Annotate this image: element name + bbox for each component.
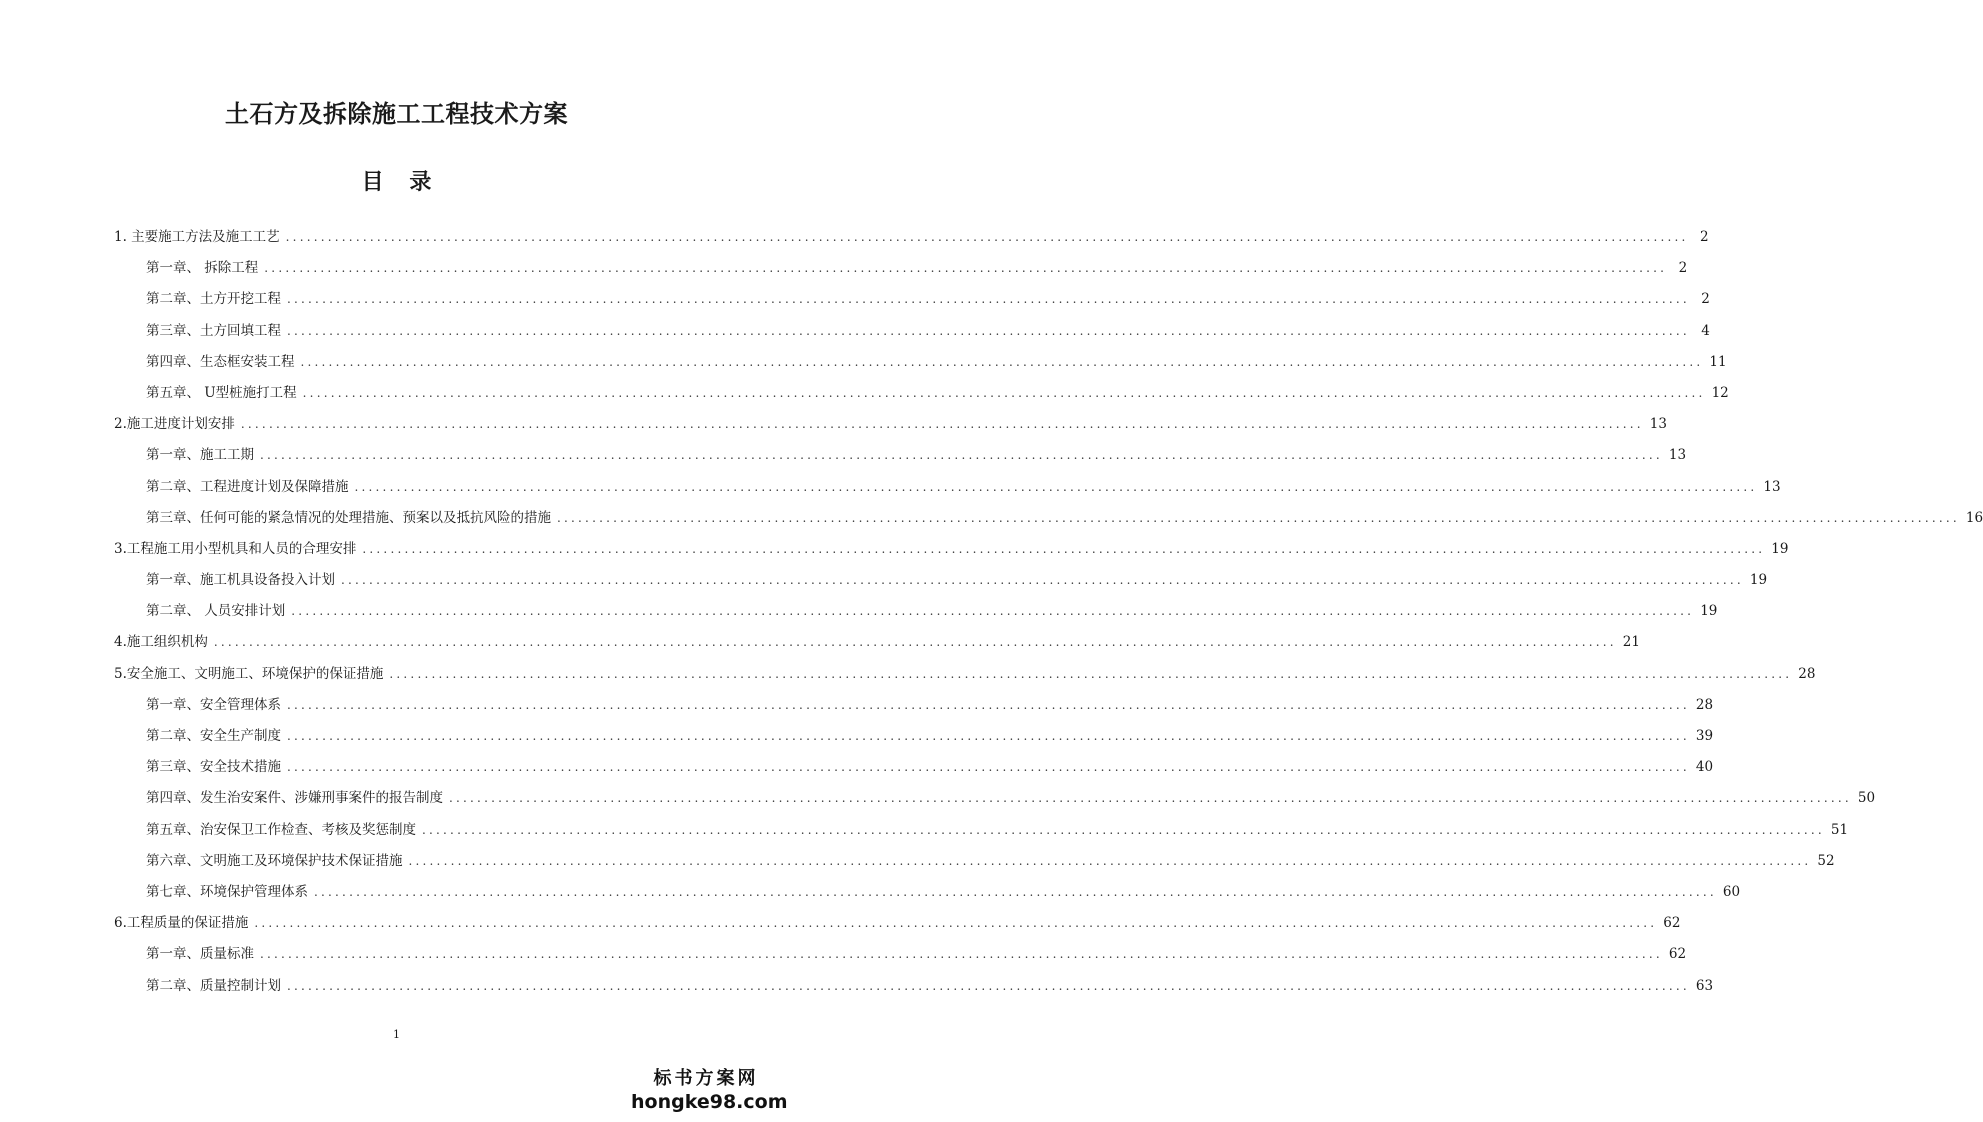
toc-entry[interactable] bbox=[114, 472, 1781, 503]
toc-dot-leader: ........................................................................................................................................................................................................ bbox=[240, 417, 1644, 432]
toc-heading: 目 录 bbox=[361, 169, 432, 195]
toc-dot-leader: ........................................................................................................................................................................................................ bbox=[302, 385, 1706, 400]
watermark-url: hongke98.com bbox=[631, 1091, 788, 1113]
toc-entry-page: 2 bbox=[1701, 291, 1710, 308]
toc-entry[interactable] bbox=[114, 534, 1789, 565]
toc-entry-label: 第一章、 拆除工程 bbox=[146, 260, 259, 277]
toc-dot-leader: ........................................................................................................................................................................................................ bbox=[354, 479, 1758, 494]
toc-entry-page: 4 bbox=[1701, 322, 1710, 339]
toc-entry-page: 13 bbox=[1668, 447, 1687, 464]
toc-entry-label: 第二章、安全生产制度 bbox=[146, 728, 281, 744]
toc-entry-label: 第三章、土方回填工程 bbox=[146, 322, 281, 339]
toc-entry-page: 16 bbox=[1965, 509, 1983, 526]
toc-dot-leader: ........................................................................................................................................................................................................ bbox=[341, 573, 1744, 588]
toc-entry[interactable] bbox=[114, 659, 1816, 690]
toc-entry-page: 62 bbox=[1663, 915, 1681, 932]
toc-entry-page: 2 bbox=[1678, 260, 1688, 277]
toc-entry-page: 50 bbox=[1857, 790, 1876, 807]
toc-entry-label: 第二章、 人员安排计划 bbox=[146, 603, 286, 620]
toc-entry-label: 第七章、环境保护管理体系 bbox=[146, 883, 308, 900]
toc-entry[interactable] bbox=[114, 752, 1714, 783]
toc-entry-label: 第一章、安全管理体系 bbox=[146, 696, 281, 713]
toc-entry-label: 第四章、发生治安案件、涉嫌刑事案件的报告制度 bbox=[146, 790, 443, 807]
toc-dot-leader: ........................................................................................................................................................................................................ bbox=[260, 947, 1663, 962]
toc-entry-page: 2 bbox=[1699, 229, 1709, 245]
toc-entry-page: 13 bbox=[1763, 478, 1781, 495]
toc-entry[interactable] bbox=[114, 627, 1640, 658]
toc-entry[interactable] bbox=[114, 846, 1835, 877]
toc-entry-label: 第二章、质量控制计划 bbox=[146, 977, 281, 994]
toc-entry[interactable] bbox=[114, 783, 1876, 814]
toc-entry-page: 13 bbox=[1649, 416, 1667, 433]
table-of-contents bbox=[114, 222, 1983, 1002]
toc-entry-label: 第二章、工程进度计划及保障措施 bbox=[146, 478, 349, 495]
toc-entry-page: 52 bbox=[1817, 852, 1835, 869]
toc-entry-page: 63 bbox=[1695, 977, 1714, 994]
toc-entry-page: 12 bbox=[1711, 384, 1729, 401]
watermark-logo bbox=[631, 1068, 788, 1114]
toc-entry[interactable] bbox=[114, 565, 1768, 596]
toc-entry-label: 5.安全施工、文明施工、环境保护的保证措施 bbox=[114, 665, 384, 682]
toc-entry-page: 60 bbox=[1722, 883, 1741, 900]
toc-entry[interactable] bbox=[114, 284, 1710, 315]
toc-entry-label: 2.施工进度计划安排 bbox=[114, 416, 235, 433]
toc-dot-leader: ........................................................................................................................................................................................................ bbox=[422, 822, 1825, 837]
toc-entry-label: 第三章、任何可能的紧急情况的处理措施、预案以及抵抗风险的措施 bbox=[146, 509, 551, 526]
toc-dot-leader: ........................................................................................................................................................................................................ bbox=[285, 230, 1689, 244]
toc-entry-label: 6.工程质量的保证措施 bbox=[114, 915, 249, 932]
toc-entry[interactable] bbox=[114, 815, 1849, 846]
toc-entry-label: 第二章、土方开挖工程 bbox=[146, 291, 281, 308]
toc-dot-leader: ........................................................................................................................................................................................................ bbox=[254, 916, 1658, 931]
toc-dot-leader: ........................................................................................................................................................................................................ bbox=[291, 604, 1695, 619]
toc-entry[interactable] bbox=[114, 440, 1687, 471]
toc-dot-leader: ........................................................................................................................................................................................................ bbox=[362, 541, 1766, 556]
toc-entry-page: 39 bbox=[1695, 728, 1714, 744]
toc-dot-leader: ........................................................................................................................................................................................................ bbox=[389, 666, 1793, 681]
toc-dot-leader: ........................................................................................................................................................................................................ bbox=[287, 760, 1690, 775]
toc-entry-label: 第三章、安全技术措施 bbox=[146, 759, 281, 776]
toc-entry-label: 第一章、施工机具设备投入计划 bbox=[146, 572, 335, 589]
toc-entry-page: 28 bbox=[1798, 665, 1816, 682]
toc-entry-label: 第五章、治安保卫工作检查、考核及奖惩制度 bbox=[146, 821, 416, 838]
toc-dot-leader: ........................................................................................................................................................................................................ bbox=[287, 729, 1690, 743]
toc-entry-page: 19 bbox=[1749, 572, 1768, 589]
toc-dot-leader: ........................................................................................................................................................................................................ bbox=[287, 292, 1690, 307]
document-title: 土石方及拆除施工工程技术方案 bbox=[225, 99, 568, 128]
toc-dot-leader: ........................................................................................................................................................................................................ bbox=[300, 354, 1704, 369]
toc-entry[interactable] bbox=[114, 721, 1714, 752]
toc-dot-leader: ........................................................................................................................................................................................................ bbox=[287, 697, 1690, 712]
toc-entry[interactable] bbox=[114, 908, 1681, 939]
toc-dot-leader: ........................................................................................................................................................................................................ bbox=[314, 884, 1717, 899]
toc-entry[interactable] bbox=[114, 222, 1709, 253]
toc-entry[interactable] bbox=[114, 877, 1741, 908]
toc-dot-leader: ........................................................................................................................................................................................................ bbox=[287, 323, 1690, 338]
toc-entry-page: 40 bbox=[1695, 759, 1714, 776]
toc-dot-leader: ........................................................................................................................................................................................................ bbox=[213, 635, 1617, 650]
toc-entry-label: 第五章、 U型桩施打工程 bbox=[146, 384, 297, 401]
toc-entry[interactable] bbox=[114, 316, 1710, 347]
toc-dot-leader: ........................................................................................................................................................................................................ bbox=[449, 791, 1852, 806]
toc-entry[interactable] bbox=[114, 690, 1714, 721]
toc-entry[interactable] bbox=[114, 971, 1714, 1002]
toc-entry-page: 19 bbox=[1771, 540, 1789, 557]
toc-entry[interactable] bbox=[114, 596, 1718, 627]
toc-entry-page: 11 bbox=[1709, 353, 1727, 370]
toc-entry-page: 21 bbox=[1622, 634, 1640, 651]
toc-entry-label: 第一章、施工工期 bbox=[146, 447, 254, 464]
watermark-name: 标书方案网 bbox=[653, 1068, 759, 1089]
toc-entry[interactable] bbox=[114, 503, 1983, 534]
toc-dot-leader: ........................................................................................................................................................................................................ bbox=[264, 261, 1668, 276]
toc-entry-label: 第一章、质量标准 bbox=[146, 946, 254, 963]
page-number: 1 bbox=[393, 1028, 400, 1041]
toc-entry-page: 62 bbox=[1668, 946, 1687, 963]
toc-entry-page: 51 bbox=[1830, 821, 1849, 838]
toc-entry[interactable] bbox=[114, 939, 1687, 970]
toc-entry-label: 第四章、生态框安装工程 bbox=[146, 353, 295, 370]
toc-entry[interactable] bbox=[114, 378, 1729, 409]
toc-entry-page: 28 bbox=[1695, 696, 1714, 713]
toc-entry-page: 19 bbox=[1700, 603, 1718, 620]
toc-entry-label: 3.工程施工用小型机具和人员的合理安排 bbox=[114, 540, 357, 557]
toc-entry-label: 1. 主要施工方法及施工工艺 bbox=[114, 229, 280, 245]
toc-entry[interactable] bbox=[114, 347, 1727, 378]
toc-entry[interactable] bbox=[114, 409, 1667, 440]
toc-entry[interactable] bbox=[114, 253, 1688, 284]
toc-dot-leader: ........................................................................................................................................................................................................ bbox=[408, 853, 1812, 868]
toc-entry-label: 4.施工组织机构 bbox=[114, 634, 208, 651]
toc-entry-label: 第六章、文明施工及环境保护技术保证措施 bbox=[146, 852, 403, 869]
toc-dot-leader: ........................................................................................................................................................................................................ bbox=[260, 448, 1663, 463]
toc-dot-leader: ........................................................................................................................................................................................................ bbox=[287, 978, 1690, 993]
toc-dot-leader: ........................................................................................................................................................................................................ bbox=[557, 510, 1960, 525]
